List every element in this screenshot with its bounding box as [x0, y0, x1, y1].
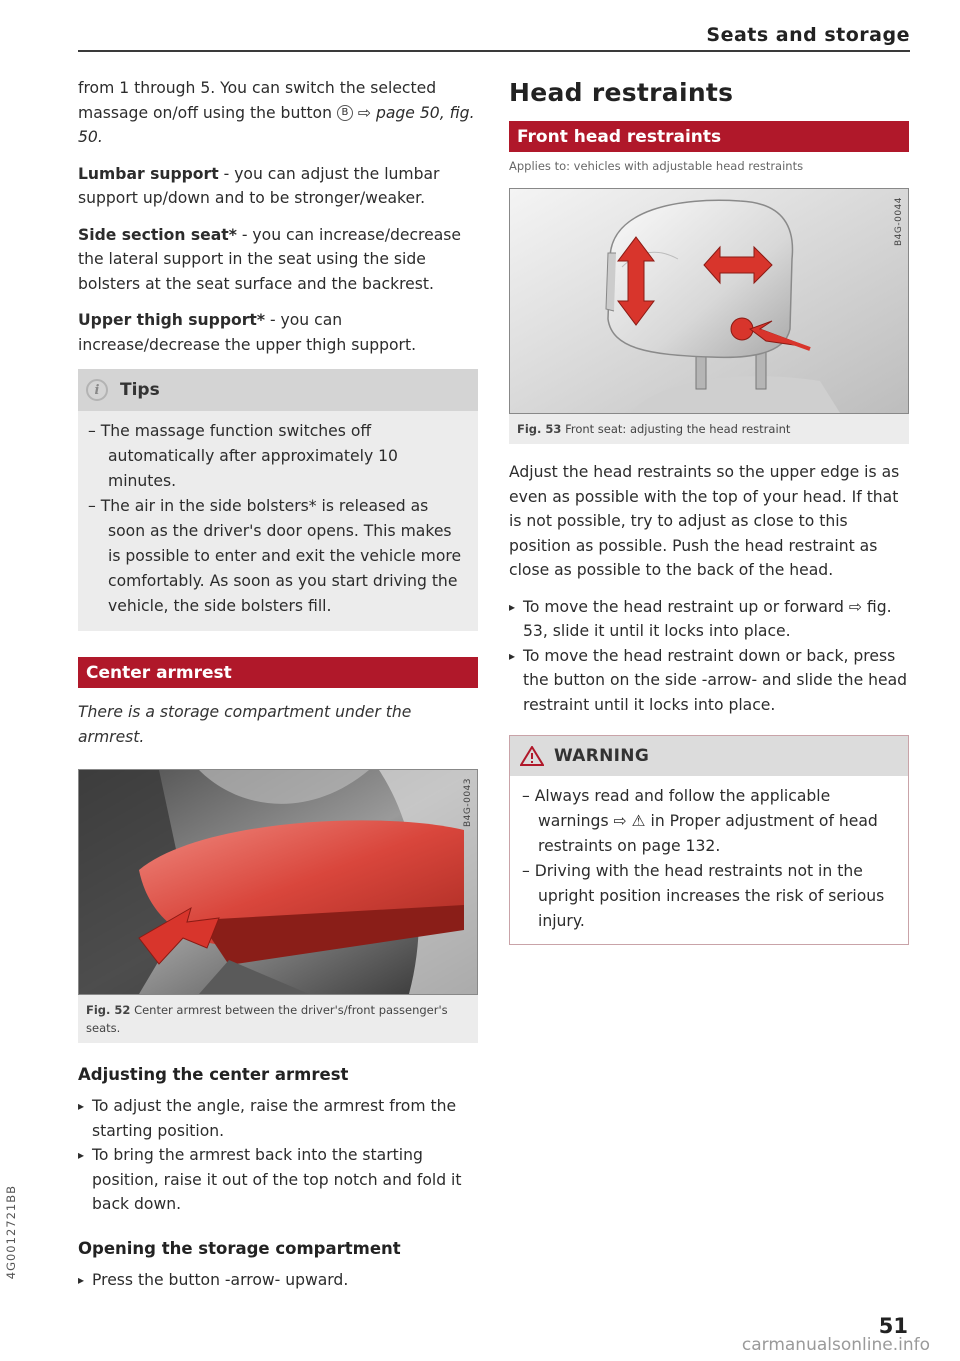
- figure-53: [509, 188, 909, 444]
- heading-adjusting-armrest: Adjusting the center armrest: [78, 1065, 349, 1084]
- warning-list: [510, 776, 908, 934]
- tips-box: [78, 369, 478, 631]
- figure-caption: Fig. 52 Center armrest between the driver's/front passenger's seats.: [86, 1003, 448, 1035]
- warning-label: WARNING: [554, 746, 650, 766]
- document-code: 4G0012721BB: [4, 1185, 18, 1280]
- button-b-icon: B: [337, 105, 353, 121]
- list-item: ▸ Press the button -arrow- upward.: [78, 1268, 478, 1293]
- list-item: ▸ To move the head restraint down or back, press the button on the side -arrow- and slide the head restraint until it locks into place.: [509, 644, 909, 718]
- thigh-paragraph: Upper thigh support* - you can increase/decrease the upper thigh support.: [78, 311, 417, 354]
- head-restraint-illustration: [509, 188, 909, 414]
- running-header: Seats and storage: [706, 24, 910, 46]
- section-heading-center-armrest: Center armrest: [78, 657, 478, 688]
- massage-paragraph: from 1 through 5. You can switch the selected massage on/off using the button B ⇨ page 50, fig. 50.: [78, 79, 475, 146]
- armrest-illustration: [78, 769, 478, 995]
- page-number: 51: [878, 1314, 908, 1338]
- warning-box: [509, 735, 909, 945]
- adjust-steps: [78, 1094, 478, 1217]
- warning-header: [510, 736, 908, 776]
- head-restraint-steps: [509, 595, 909, 718]
- tips-label: Tips: [120, 380, 160, 400]
- left-column: [78, 76, 478, 1292]
- list-item: ▸ To bring the armrest back into the starting position, raise it out of the top notch and fold it back down.: [78, 1143, 478, 1217]
- armrest-intro: There is a storage compartment under the armrest.: [78, 703, 412, 746]
- tips-list: [78, 411, 478, 619]
- list-item: – The massage function switches off automatically after approximately 10 minutes.: [88, 422, 398, 490]
- figure-code: B4G-0043: [463, 778, 473, 828]
- figure-52: [78, 769, 478, 1043]
- list-item: – Driving with the head restraints not in the upright position increases the risk of serious injury.: [522, 862, 885, 930]
- armrest-image: [79, 770, 477, 994]
- side-section-paragraph: Side section seat* - you can increase/decrease the lateral support in the seat using the side bolsters at the seat surface and the backrest.: [78, 225, 461, 293]
- warning-triangle-icon: [520, 746, 544, 766]
- lumbar-paragraph: Lumbar support - you can adjust the lumbar support up/down and to be stronger/weaker.: [78, 164, 440, 207]
- heading-opening-storage: Opening the storage compartment: [78, 1238, 401, 1258]
- right-column: [509, 76, 909, 945]
- watermark: carmanualsonline.info: [741, 1335, 930, 1355]
- figure-code: B4G-0044: [894, 197, 904, 247]
- tips-header: [78, 369, 478, 411]
- page-title: Head restraints: [509, 78, 734, 107]
- list-item: – Always read and follow the applicable warnings ⇨ ⚠ in Proper adjustment of head restraints on page 132.: [522, 787, 878, 855]
- open-steps: [78, 1268, 478, 1293]
- section-heading-front-head-restraints: Front head restraints: [509, 121, 909, 152]
- adjust-paragraph: Adjust the head restraints so the upper edge is as even as possible with the top of your head. If that is not possible, try to adjust as close to this position as possible. Push the head restraint as close as possible to the back of the head.: [509, 463, 900, 579]
- info-icon: i: [86, 379, 108, 401]
- list-item: – The air in the side bolsters* is released as soon as the driver's door opens. This makes is possible to enter and exit the vehicle more comfortably. As soon as you start driving the vehicle, the side bolsters fill.: [88, 497, 462, 615]
- list-item: ▸ To adjust the angle, raise the armrest from the starting position.: [78, 1094, 478, 1143]
- page-reference: ⇨ page 50, fig. 50.: [78, 103, 475, 146]
- list-item: ▸ To move the head restraint up or forward ⇨ fig. 53, slide it until it locks into place.: [509, 595, 909, 644]
- applies-note: Applies to: vehicles with adjustable head restraints: [509, 159, 804, 173]
- figure-caption: Fig. 53 Front seat: adjusting the head restraint: [517, 422, 791, 436]
- header-rule: [78, 50, 910, 52]
- head-restraint-image: [510, 189, 908, 413]
